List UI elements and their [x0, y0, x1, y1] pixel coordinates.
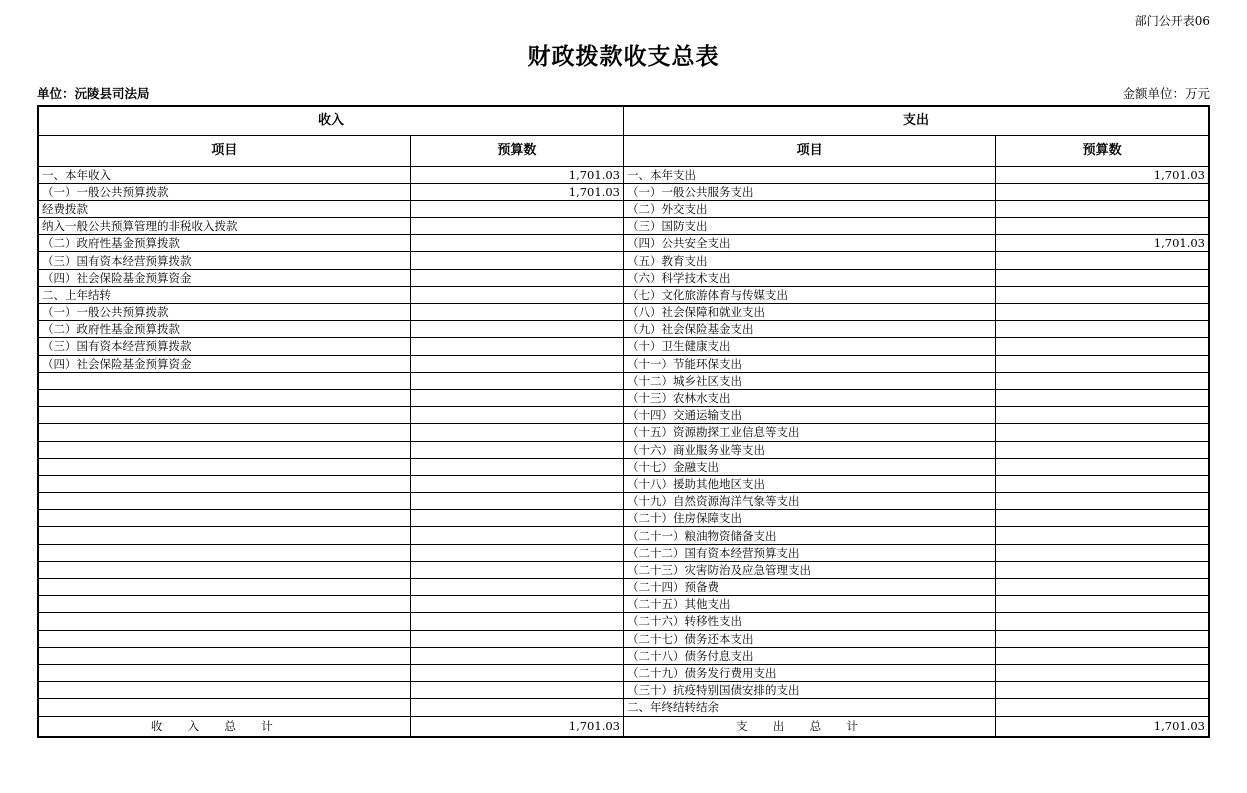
- income-item-cell: （二）政府性基金预算拨款: [38, 235, 410, 252]
- expense-value-cell: [996, 218, 1209, 235]
- expense-value-cell: [996, 389, 1209, 406]
- income-value-cell: [410, 527, 623, 544]
- income-value-cell: [410, 286, 623, 303]
- income-item-cell: 一、本年收入: [38, 166, 410, 183]
- income-item-cell: （三）国有资本经营预算拨款: [38, 252, 410, 269]
- table-row: [38, 475, 1209, 492]
- income-item-cell: （四）社会保险基金预算资金: [38, 355, 410, 372]
- doc-number: 部门公开表06: [1134, 14, 1210, 28]
- income-item-cell: [38, 664, 410, 681]
- table-row: [38, 218, 1209, 235]
- expense-total-label: 支出总计: [623, 716, 995, 737]
- income-value-cell: 1,701.03: [410, 183, 623, 200]
- income-item-cell: （一）一般公共预算拨款: [38, 183, 410, 200]
- expense-section-header: 支出: [623, 106, 1209, 135]
- expense-value-cell: [996, 630, 1209, 647]
- income-total-label: 收入总计: [38, 716, 410, 737]
- income-value-cell: [410, 493, 623, 510]
- table-row: [38, 183, 1209, 200]
- table-row: [38, 200, 1209, 217]
- income-item-cell: [38, 424, 410, 441]
- expense-value-cell: [996, 527, 1209, 544]
- expense-value-cell: [996, 579, 1209, 596]
- table-row: [38, 441, 1209, 458]
- expense-value-cell: [996, 561, 1209, 578]
- table-row: [38, 166, 1209, 183]
- income-value-cell: [410, 475, 623, 492]
- income-item-cell: [38, 475, 410, 492]
- expense-item-cell: （十二）城乡社区支出: [623, 372, 995, 389]
- table-row: [38, 699, 1209, 716]
- expense-item-cell: （二）外交支出: [623, 200, 995, 217]
- expense-value-cell: [996, 321, 1209, 338]
- income-item-col-header: 项目: [38, 135, 410, 166]
- income-value-cell: [410, 596, 623, 613]
- expense-item-cell: （十四）交通运输支出: [623, 407, 995, 424]
- expense-value-cell: [996, 372, 1209, 389]
- income-item-cell: [38, 493, 410, 510]
- income-item-cell: [38, 596, 410, 613]
- income-item-cell: 经费拨款: [38, 200, 410, 217]
- expense-item-cell: （十七）金融支出: [623, 458, 995, 475]
- expense-value-cell: [996, 458, 1209, 475]
- expense-value-cell: [996, 682, 1209, 699]
- expense-value-cell: [996, 647, 1209, 664]
- column-header-row: [38, 135, 1209, 166]
- expense-item-cell: （三）国防支出: [623, 218, 995, 235]
- table-row: [38, 527, 1209, 544]
- income-value-cell: [410, 235, 623, 252]
- table-row: [38, 407, 1209, 424]
- expense-value-cell: [996, 355, 1209, 372]
- income-value-cell: [410, 699, 623, 716]
- expense-value-cell: [996, 493, 1209, 510]
- income-value-cell: [410, 389, 623, 406]
- income-value-cell: 1,701.03: [410, 166, 623, 183]
- table-row: [38, 304, 1209, 321]
- table-row: [38, 647, 1209, 664]
- income-value-cell: [410, 200, 623, 217]
- income-value-cell: [410, 218, 623, 235]
- table-row: [38, 579, 1209, 596]
- income-value-cell: [410, 372, 623, 389]
- income-item-cell: [38, 630, 410, 647]
- table-row: [38, 664, 1209, 681]
- expense-item-cell: （十）卫生健康支出: [623, 338, 995, 355]
- table-row: [38, 269, 1209, 286]
- income-value-cell: [410, 355, 623, 372]
- table-row: [38, 338, 1209, 355]
- income-value-cell: [410, 630, 623, 647]
- expense-value-cell: [996, 183, 1209, 200]
- income-item-cell: [38, 389, 410, 406]
- expense-value-cell: [996, 699, 1209, 716]
- income-item-cell: 纳入一般公共预算管理的非税收入拨款: [38, 218, 410, 235]
- income-value-cell: [410, 458, 623, 475]
- table-row: [38, 355, 1209, 372]
- amount-unit-label: 金额单位：万元: [1122, 86, 1210, 101]
- expense-value-cell: [996, 338, 1209, 355]
- income-value-cell: [410, 321, 623, 338]
- expense-value-cell: [996, 475, 1209, 492]
- expense-value-cell: [996, 510, 1209, 527]
- income-item-cell: [38, 407, 410, 424]
- expense-item-col-header: 项目: [623, 135, 995, 166]
- income-total-value: 1,701.03: [410, 716, 623, 737]
- expense-item-cell: 一、本年支出: [623, 166, 995, 183]
- income-value-cell: [410, 682, 623, 699]
- table-row: [38, 424, 1209, 441]
- income-value-cell: [410, 613, 623, 630]
- table-row: [38, 389, 1209, 406]
- expense-item-cell: （二十五）其他支出: [623, 596, 995, 613]
- table-row: [38, 321, 1209, 338]
- expense-item-cell: （二十六）转移性支出: [623, 613, 995, 630]
- expense-item-cell: （七）文化旅游体育与传媒支出: [623, 286, 995, 303]
- expense-item-cell: （十一）节能环保支出: [623, 355, 995, 372]
- income-value-cell: [410, 664, 623, 681]
- expense-item-cell: （二十七）债务还本支出: [623, 630, 995, 647]
- expense-item-cell: （八）社会保障和就业支出: [623, 304, 995, 321]
- expense-item-cell: （十三）农林水支出: [623, 389, 995, 406]
- income-value-cell: [410, 304, 623, 321]
- income-item-cell: （三）国有资本经营预算拨款: [38, 338, 410, 355]
- expense-value-cell: [996, 664, 1209, 681]
- expense-item-cell: （二十九）债务发行费用支出: [623, 664, 995, 681]
- income-item-cell: [38, 613, 410, 630]
- income-item-cell: [38, 441, 410, 458]
- expense-value-cell: [996, 613, 1209, 630]
- expense-item-cell: （十五）资源勘探工业信息等支出: [623, 424, 995, 441]
- income-item-cell: [38, 544, 410, 561]
- income-value-cell: [410, 544, 623, 561]
- table-row: [38, 682, 1209, 699]
- expense-value-cell: [996, 252, 1209, 269]
- income-value-cell: [410, 441, 623, 458]
- income-item-cell: [38, 579, 410, 596]
- income-item-cell: [38, 682, 410, 699]
- expense-item-cell: （五）教育支出: [623, 252, 995, 269]
- income-item-cell: [38, 372, 410, 389]
- expense-value-cell: [996, 200, 1209, 217]
- expense-item-cell: （二十三）灾害防治及应急管理支出: [623, 561, 995, 578]
- income-item-cell: [38, 699, 410, 716]
- income-item-cell: 二、上年结转: [38, 286, 410, 303]
- expense-item-cell: （一）一般公共服务支出: [623, 183, 995, 200]
- expense-value-cell: [996, 424, 1209, 441]
- table-row: [38, 510, 1209, 527]
- table-row: [38, 458, 1209, 475]
- budget-table: [37, 105, 1210, 738]
- income-budget-col-header: 预算数: [410, 135, 623, 166]
- expense-item-cell: （二十）住房保障支出: [623, 510, 995, 527]
- expense-value-cell: 1,701.03: [996, 166, 1209, 183]
- expense-item-cell: 二、年终结转结余: [623, 699, 995, 716]
- expense-value-cell: [996, 407, 1209, 424]
- expense-value-cell: [996, 304, 1209, 321]
- expense-value-cell: [996, 596, 1209, 613]
- income-value-cell: [410, 407, 623, 424]
- income-item-cell: [38, 458, 410, 475]
- expense-item-cell: （十六）商业服务业等支出: [623, 441, 995, 458]
- income-value-cell: [410, 561, 623, 578]
- expense-total-value: 1,701.03: [996, 716, 1209, 737]
- income-value-cell: [410, 269, 623, 286]
- income-item-cell: （一）一般公共预算拨款: [38, 304, 410, 321]
- income-item-cell: [38, 510, 410, 527]
- expense-item-cell: （十八）援助其他地区支出: [623, 475, 995, 492]
- total-row: [38, 716, 1209, 737]
- income-item-cell: [38, 647, 410, 664]
- expense-value-cell: 1,701.03: [996, 235, 1209, 252]
- table-row: [38, 561, 1209, 578]
- expense-item-cell: （九）社会保险基金支出: [623, 321, 995, 338]
- income-value-cell: [410, 510, 623, 527]
- table-row: [38, 630, 1209, 647]
- expense-item-cell: （四）公共安全支出: [623, 235, 995, 252]
- unit-label: 单位：沅陵县司法局: [37, 86, 150, 101]
- income-value-cell: [410, 338, 623, 355]
- expense-value-cell: [996, 441, 1209, 458]
- expense-item-cell: （十九）自然资源海洋气象等支出: [623, 493, 995, 510]
- income-value-cell: [410, 424, 623, 441]
- table-row: [38, 544, 1209, 561]
- income-section-header: 收入: [38, 106, 623, 135]
- income-value-cell: [410, 647, 623, 664]
- expense-budget-col-header: 预算数: [996, 135, 1209, 166]
- meta-row: [37, 84, 1210, 102]
- expense-value-cell: [996, 269, 1209, 286]
- table-row: [38, 372, 1209, 389]
- income-item-cell: （二）政府性基金预算拨款: [38, 321, 410, 338]
- expense-item-cell: （二十二）国有资本经营预算支出: [623, 544, 995, 561]
- expense-item-cell: （六）科学技术支出: [623, 269, 995, 286]
- table-row: [38, 235, 1209, 252]
- table-row: [38, 286, 1209, 303]
- income-item-cell: [38, 527, 410, 544]
- table-row: [38, 596, 1209, 613]
- table-row: [38, 493, 1209, 510]
- expense-item-cell: （三十）抗疫特别国债安排的支出: [623, 682, 995, 699]
- expense-item-cell: （二十一）粮油物资储备支出: [623, 527, 995, 544]
- section-header-row: [38, 106, 1209, 135]
- expense-item-cell: （二十四）预备费: [623, 579, 995, 596]
- income-value-cell: [410, 579, 623, 596]
- expense-item-cell: （二十八）债务付息支出: [623, 647, 995, 664]
- expense-value-cell: [996, 544, 1209, 561]
- income-value-cell: [410, 252, 623, 269]
- table-row: [38, 252, 1209, 269]
- page-title: 财政拨款收支总表: [527, 43, 720, 70]
- income-item-cell: [38, 561, 410, 578]
- table-row: [38, 613, 1209, 630]
- expense-value-cell: [996, 286, 1209, 303]
- income-item-cell: （四）社会保险基金预算资金: [38, 269, 410, 286]
